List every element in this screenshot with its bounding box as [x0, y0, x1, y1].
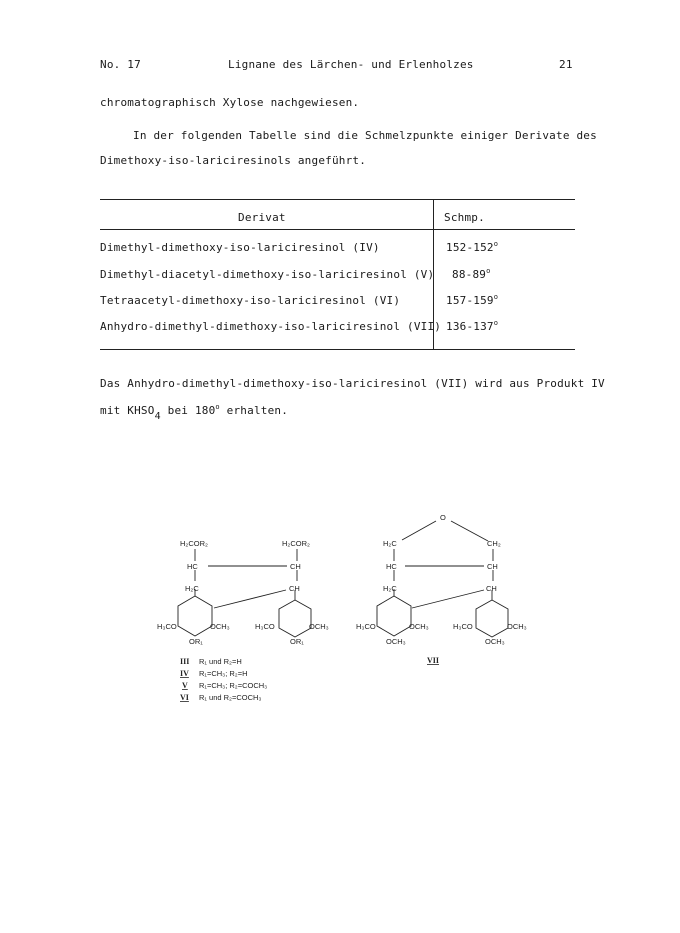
page-number: 21 [559, 58, 573, 71]
legend-num: V [182, 681, 188, 690]
label-h3co-right-b: H₃CO [453, 622, 473, 631]
table-row-mp: 136-137$^o$ [446, 319, 499, 333]
after-table-line-2: mit KHSO4 bei 180$^o$ erhalten. [100, 403, 289, 422]
body-line-1: chromatographisch Xylose nachgewiesen. [100, 96, 360, 109]
legend-num: III [180, 657, 190, 666]
label-or1-left-a: OR₁ [189, 637, 203, 646]
compound-label-vii: VII [427, 656, 440, 665]
body-line-3: Dimethoxy-iso-lariciresinols angeführt. [100, 154, 367, 167]
label-och3-left-b: OCH₃ [309, 622, 329, 631]
label-or1-left-b: OR₁ [290, 637, 304, 646]
label-och3-right-d: OCH₃ [485, 637, 505, 646]
label-o-bridge: O [440, 513, 446, 522]
label-hc-left: HC [187, 562, 198, 571]
label-h2c-left: H₂C [185, 584, 199, 593]
label-h3co-right-a: H₃CO [356, 622, 376, 631]
label-och3-right-c: OCH₃ [386, 637, 406, 646]
label-ch2-right: CH [486, 584, 497, 593]
label-ch-left: CH [290, 562, 301, 571]
label-h3co-left-b: H₃CO [255, 622, 275, 631]
table-row-mp: 152-152$^o$ [446, 240, 499, 254]
table-row-name: Dimethyl-dimethoxy-iso-lariciresinol (IV) [100, 241, 380, 254]
label-h2cor2-left: H₂COR₂ [180, 539, 208, 548]
table-row-name: Dimethyl-diacetyl-dimethoxy-iso-lariciresinol (V) [100, 268, 435, 281]
legend-text: R₁=CH₃; R₂=H [199, 669, 248, 678]
label-och3-right-b: OCH₃ [507, 622, 527, 631]
legend-text: R₁=CH₃; R₂=COCH₃ [199, 681, 268, 690]
page-series-label: No. 17 [100, 58, 141, 71]
legend-num: IV [180, 669, 189, 678]
table-header-schmp: Schmp. [444, 211, 485, 224]
table-row-name: Anhydro-dimethyl-dimethoxy-iso-lariciresinol (VII) [100, 320, 442, 333]
label-och3-left-a: OCH₃ [210, 622, 230, 631]
label-h2cor2-right: H₂COR₂ [282, 539, 310, 548]
label-hc-right: HC [386, 562, 397, 571]
label-ch-right: CH [487, 562, 498, 571]
label-h2c-right: H₂C [383, 584, 397, 593]
table-row-name: Tetraacetyl-dimethoxy-iso-lariciresinol (VI) [100, 294, 401, 307]
label-och3-right-a: OCH₃ [409, 622, 429, 631]
after-table-line-1: Das Anhydro-dimethyl-dimethoxy-iso-lariciresinol (VII) wird aus Produkt IV [100, 377, 605, 390]
body-line-2: In der folgenden Tabelle sind die Schmelzpunkte einiger Derivate des [133, 129, 597, 142]
legend-text: R₁ und R₂=H [199, 657, 242, 666]
label-ch2-left: CH [289, 584, 300, 593]
legend-text: R₁ und R₂=COCH₃ [199, 693, 262, 702]
label-ch2-top-right: CH₂ [487, 539, 501, 548]
table-row-mp: 157-159$^o$ [446, 293, 499, 307]
label-h3co-left-a: H₃CO [157, 622, 177, 631]
legend-num: VI [180, 693, 189, 702]
table-row-mp: 88-89$^o$ [452, 267, 491, 281]
running-title: Lignane des Lärchen- und Erlenholzes [228, 58, 474, 71]
label-h2c-top-right: H₂C [383, 539, 397, 548]
table-header-derivat: Derivat [238, 211, 286, 224]
